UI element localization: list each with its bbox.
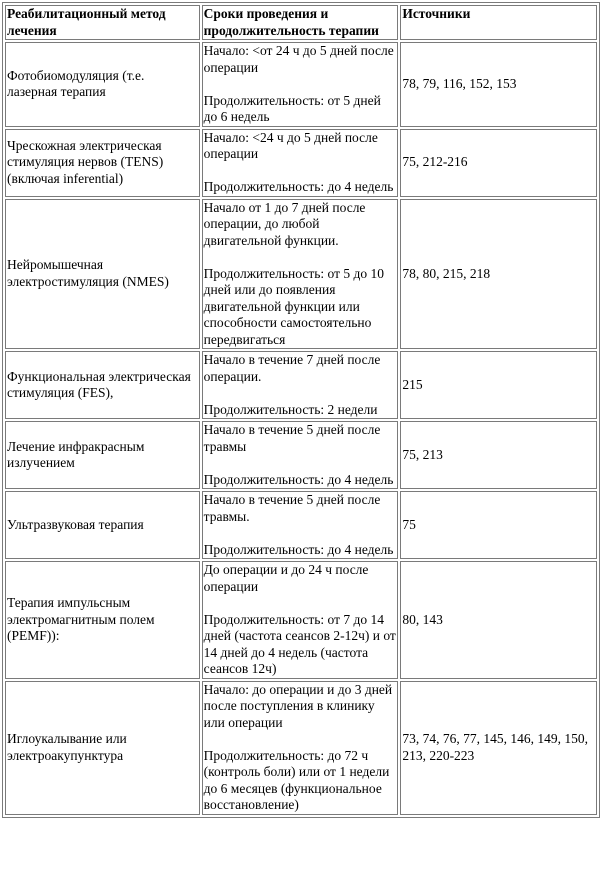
method-cell: Функциональная электрическая стимуляция (FES), [5,351,200,419]
method-cell: Фотобиомодуляция (т.е. лазерная терапия [5,42,200,127]
table-header-row [5,5,597,40]
duration-text: Продолжительность: до 4 недель [203,179,394,194]
method-cell: Ультразвуковая терапия [5,491,200,559]
timing-cell [202,129,399,197]
sources-cell: 75 [400,491,597,559]
start-text: Начало в течение 5 дней после травмы. [203,492,381,524]
sources-cell: 78, 80, 215, 218 [400,199,597,350]
sources-cell: 75, 212-216 [400,129,597,197]
sources-cell: 215 [400,351,597,419]
start-text: Начало в течение 5 дней после травмы [203,422,381,454]
sources-cell: 73, 74, 76, 77, 145, 146, 149, 150, 213, 220-223 [400,681,597,815]
timing-cell [202,561,399,679]
timing-cell [202,199,399,350]
method-cell: Терапия импульсным электромагнитным полем (PEMF)): [5,561,200,679]
rehabilitation-methods-table [2,2,600,818]
start-text: Начало: <24 ч до 5 дней после операции [203,129,378,161]
table-row [5,129,597,197]
duration-text: Продолжительность: от 7 до 14 дней (частота сеансов 2-12ч) и от 14 дней до 4 недель (частота сеансов 12ч) [203,611,396,676]
duration-text: Продолжительность: до 4 недель [203,471,394,487]
table-row [5,561,597,679]
duration-text: Продолжительность: от 5 дней до 6 недель [203,92,381,124]
timing-cell [202,351,399,419]
timing-cell [202,42,399,127]
header-sources: Источники [400,5,597,40]
table-row [5,421,597,489]
timing-cell [202,421,399,489]
table-row [5,351,597,419]
table-row [5,491,597,559]
header-method: Реабилитационный метод лечения [5,5,200,40]
sources-cell: 75, 213 [400,421,597,489]
timing-cell [202,491,399,559]
start-text: До операции и до 24 ч после операции [203,562,369,594]
method-cell: Лечение инфракрасным излучением [5,421,200,489]
header-timing: Сроки проведения и продолжительность терапии [202,5,399,40]
sources-cell: 78, 79, 116, 152, 153 [400,42,597,127]
duration-text: Продолжительность: 2 недели [203,401,378,417]
table-row [5,42,597,127]
duration-text: Продолжительность: до 4 недель [203,541,394,557]
timing-cell [202,681,399,815]
start-text: Начало от 1 до 7 дней после операции, до любой двигательной функции. [203,199,366,248]
duration-text: Продолжительность: от 5 до 10 дней или до появления двигательной функции или способности самостоятельно передвигаться [203,265,384,347]
start-text: Начало: до операции и до 3 дней после поступления в клинику или операции [203,681,393,730]
table-row [5,199,597,350]
sources-cell: 80, 143 [400,561,597,679]
start-text: Начало в течение 7 дней после операции. [203,352,381,384]
method-cell: Чрескожная электрическая стимуляция нервов (TENS) (включая inferential) [5,129,200,197]
method-cell: Нейромышечная электростимуляция (NMES) [5,199,200,350]
table-row [5,681,597,815]
duration-text: Продолжительность: до 72 ч (контроль боли) или от 1 недели до 6 месяцев (функциональное восстановление) [203,747,390,812]
method-cell: Иглоукалывание или электроакупунктура [5,681,200,815]
start-text: Начало: <от 24 ч до 5 дней после операции [203,43,394,75]
